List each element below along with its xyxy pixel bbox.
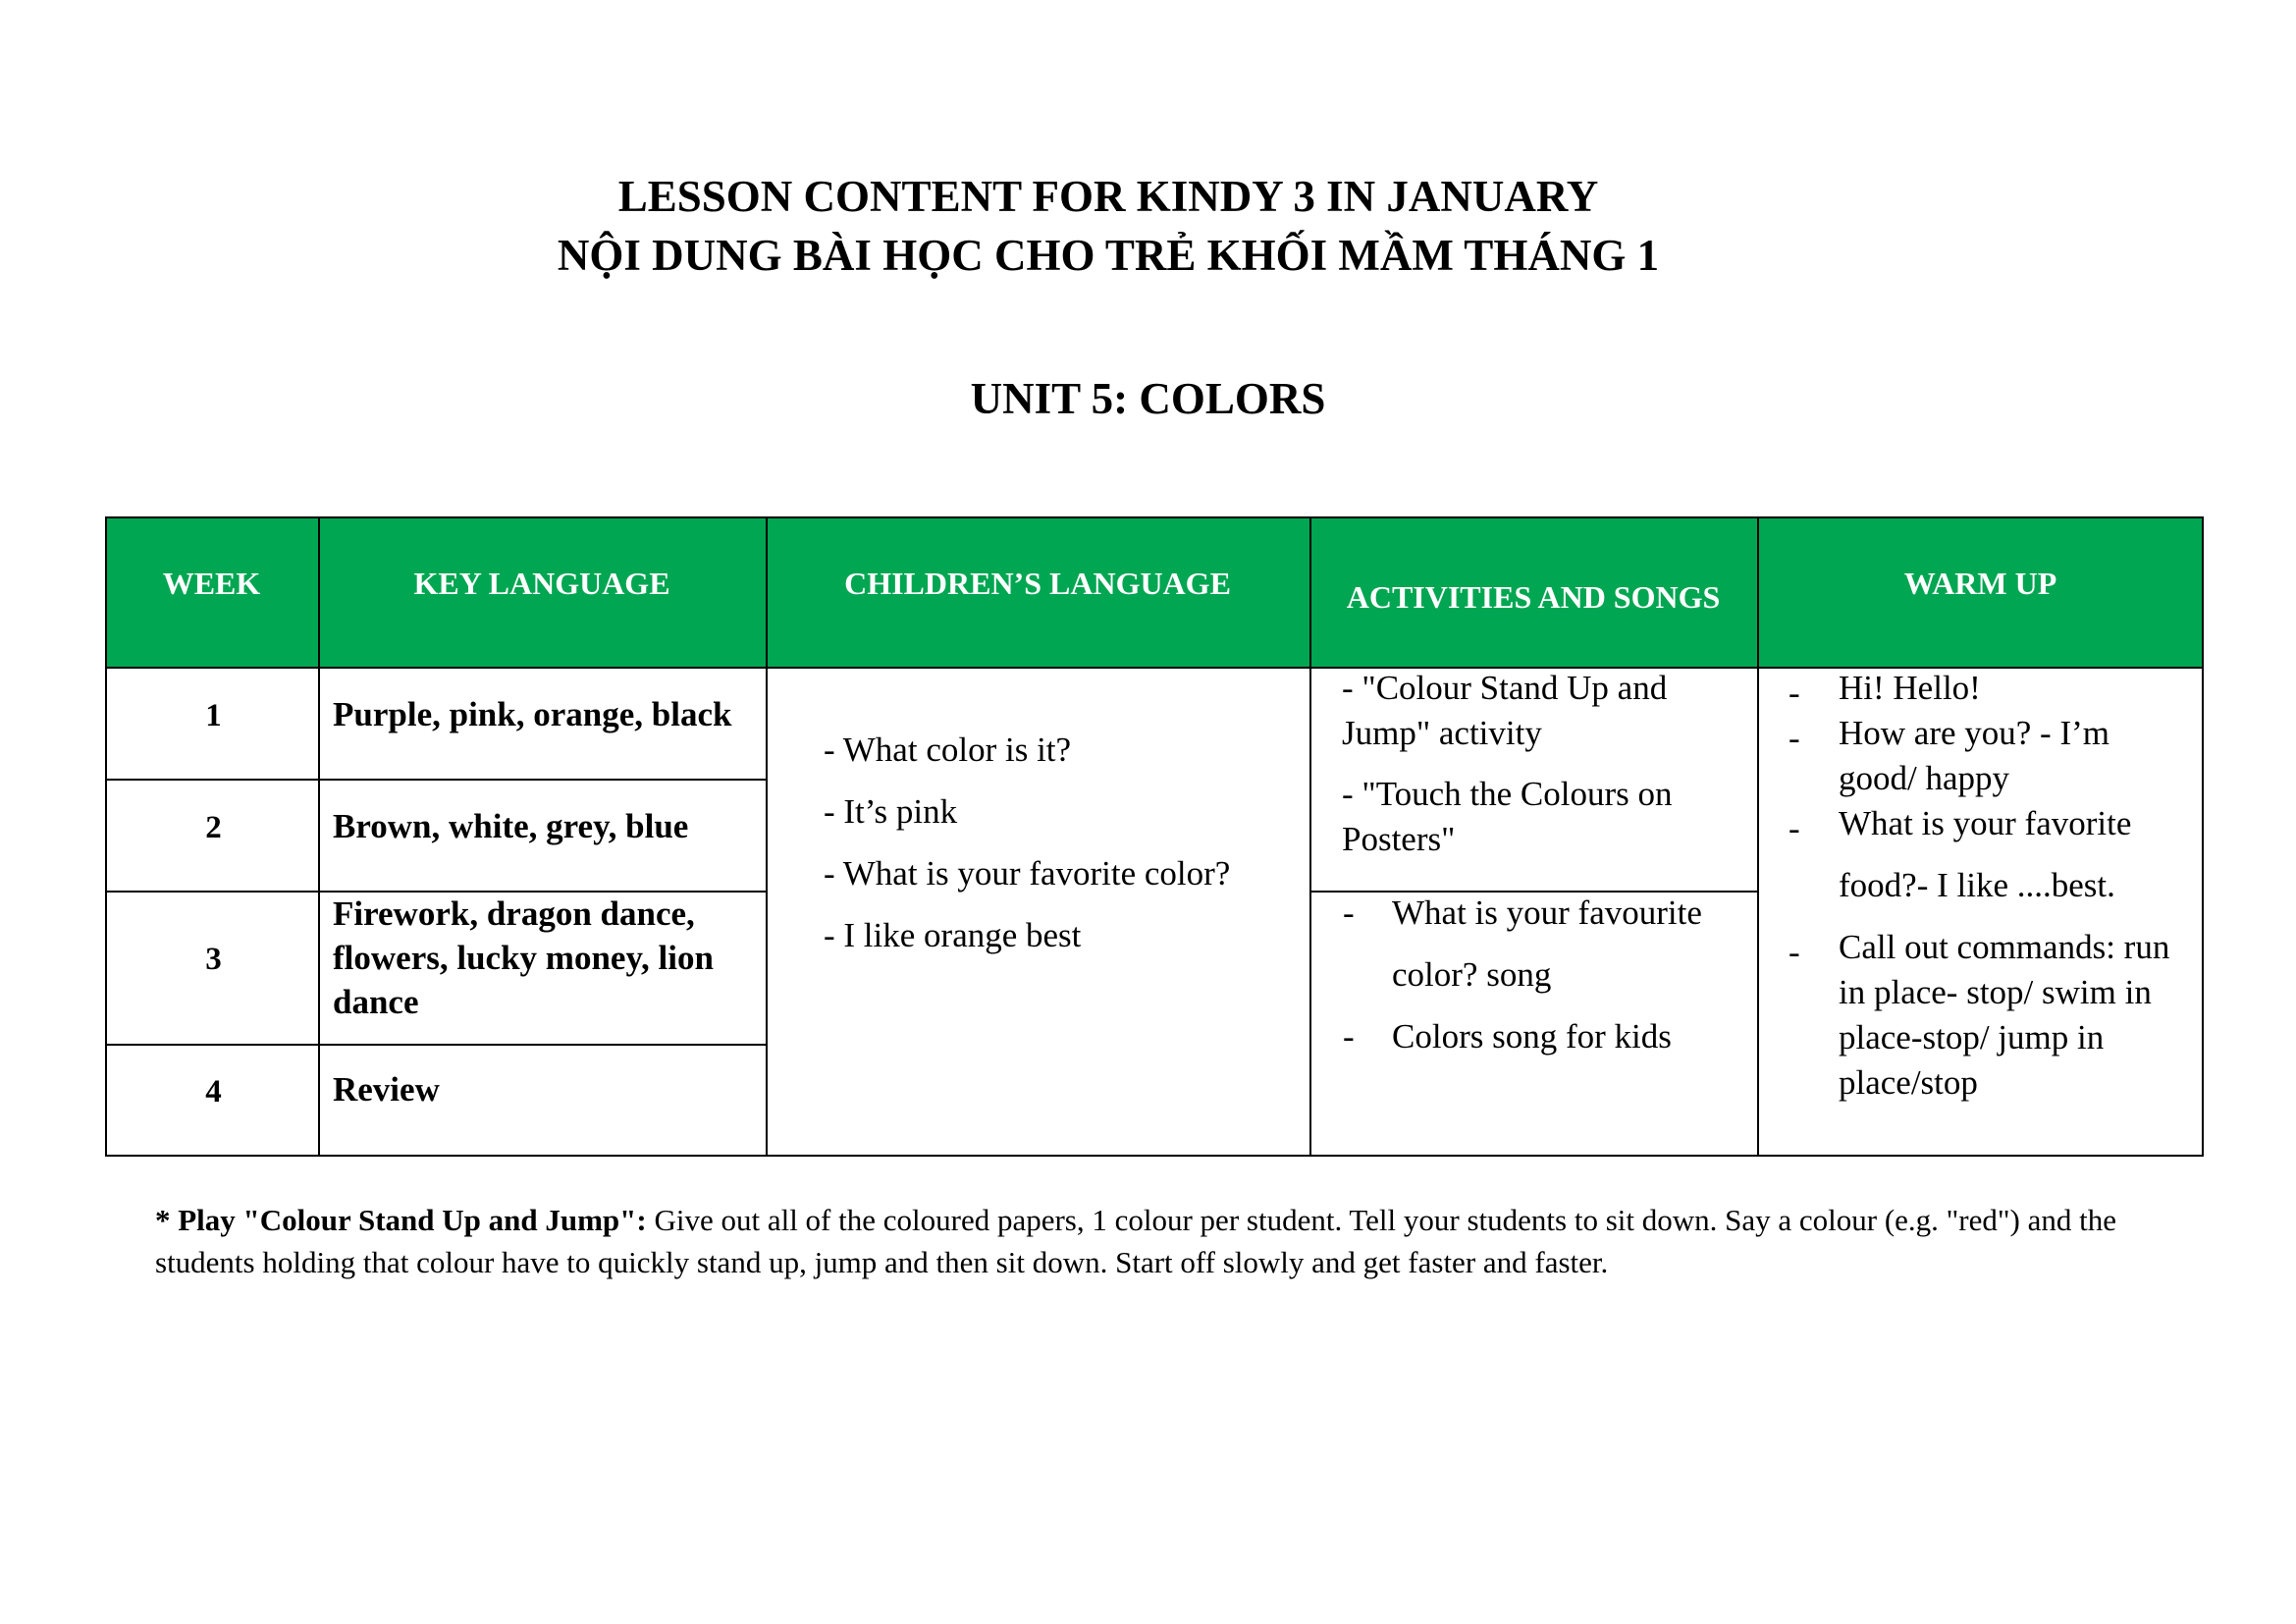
warm-up-line: food?- I like ....best. xyxy=(1839,866,2115,904)
table-border xyxy=(1757,516,1759,1157)
warm-up-line: How are you? - I’m xyxy=(1839,714,2110,752)
table-border xyxy=(105,516,107,1157)
row-divider xyxy=(105,779,767,781)
list-dash: - xyxy=(1343,893,1355,932)
activity-instructions-note xyxy=(155,1199,2158,1283)
note-label: * Play "Colour Stand Up and Jump": xyxy=(155,1203,647,1237)
song-line: color? song xyxy=(1392,955,1552,994)
warm-up-line: in place- stop/ swim in xyxy=(1839,973,2152,1011)
week-number: 4 xyxy=(205,1074,222,1110)
warm-up-line: place/stop xyxy=(1839,1063,1978,1102)
warm-up-line: Call out commands: run xyxy=(1839,928,2170,966)
activity-line: - "Colour Stand Up and xyxy=(1342,669,1668,707)
list-dash: - xyxy=(1343,1017,1355,1056)
table-border xyxy=(105,516,2204,518)
week-number: 2 xyxy=(205,810,222,845)
column-header-childrens-language: CHILDREN’S LANGUAGE xyxy=(844,566,1231,601)
list-dash: - xyxy=(1789,933,1800,971)
column-header-warm-up: WARM UP xyxy=(1903,566,2057,601)
table-border xyxy=(105,1155,2204,1157)
childrens-language-line: - I like orange best xyxy=(824,916,1082,954)
warm-up-line: good/ happy xyxy=(1839,759,2010,797)
row-divider xyxy=(105,1044,767,1046)
table-border xyxy=(2202,516,2204,1157)
row-divider xyxy=(1309,891,1758,893)
activity-line: - "Touch the Colours on xyxy=(1342,775,1673,813)
page-title-vietnamese: NỘI DUNG BÀI HỌC CHO TRẺ KHỐI MẦM THÁNG 1 xyxy=(557,231,1660,280)
key-language-cell: Review xyxy=(333,1070,440,1109)
warm-up-line: place-stop/ jump in xyxy=(1839,1018,2105,1056)
song-line: Colors song for kids xyxy=(1392,1017,1672,1056)
childrens-language-line: - What is your favorite color? xyxy=(824,854,1231,893)
song-line: What is your favourite xyxy=(1392,893,1702,932)
childrens-language-line: - What color is it? xyxy=(824,731,1072,769)
warm-up-line: What is your favorite xyxy=(1839,804,2132,842)
week-number: 3 xyxy=(205,942,222,977)
table-border xyxy=(1309,516,1311,1157)
activity-line: Jump" activity xyxy=(1342,714,1542,752)
week-number: 1 xyxy=(205,698,222,733)
column-header-week: WEEK xyxy=(162,566,261,601)
list-dash: - xyxy=(1789,719,1800,757)
unit-title: UNIT 5: COLORS xyxy=(970,374,1326,423)
key-language-cell: Purple, pink, orange, black xyxy=(333,695,732,733)
column-header-activities: ACTIVITIES AND SONGS xyxy=(1346,579,1721,615)
list-dash: - xyxy=(1789,809,1800,847)
list-dash: - xyxy=(1789,674,1800,712)
activity-line: Posters" xyxy=(1342,820,1456,858)
table-border xyxy=(766,516,768,1157)
note-text: Give out all of the coloured papers, 1 colour per student. Tell your students to sit down. Say a colour (e.g. "red") and the students holding that colour have to quickly stand up, jump and then sit down. Start off slowly and get faster and faster. xyxy=(155,1203,2116,1279)
childrens-language-line: - It’s pink xyxy=(824,792,958,831)
key-language-cell: Brown, white, grey, blue xyxy=(333,807,689,845)
warm-up-line: Hi! Hello! xyxy=(1839,669,1981,707)
key-language-cell: Firework, dragon dance, flowers, lucky money, lion dance xyxy=(333,894,714,1021)
page-title: LESSON CONTENT FOR KINDY 3 IN JANUARY xyxy=(617,172,1599,221)
column-header-key-language: KEY LANGUAGE xyxy=(413,566,670,601)
